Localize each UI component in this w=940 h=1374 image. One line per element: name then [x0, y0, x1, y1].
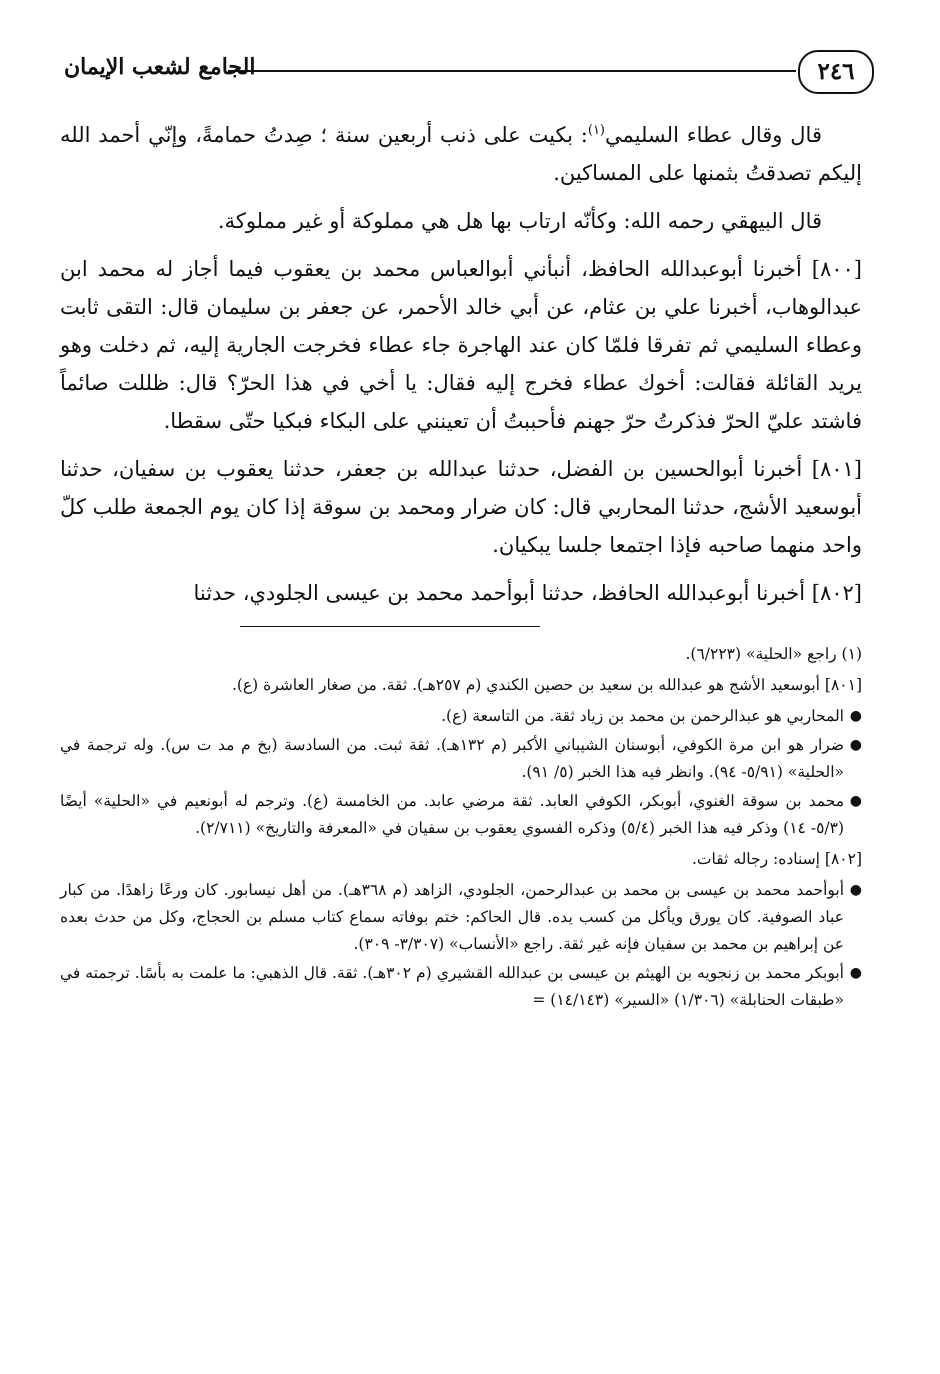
footnote-801-intro: [٨٠١] أبوسعيد الأشج هو عبدالله بن سعيد بن حصين الكندي (م ٢٥٧هـ). ثقة. من صغار العاشرة (ع).	[231, 676, 862, 694]
hadith-number: [٨٠٢]	[811, 581, 862, 605]
footnote-802-list	[60, 877, 862, 1014]
list-item-text: المحاربي هو عبدالرحمن بن محمد بن زياد ثقة. من التاسعة (ع).	[441, 707, 844, 725]
list-item-text: أبوبكر محمد بن زنجويه بن الهيثم بن عيسى بن عبدالله القشيري (م ٣٠٢هـ). ثقة. قال الذهبي: ما علمت به بأسًا. ترجمته في «طبقات الحنابلة» (١/٣٠٦) «السير» (١٤/١٤٣) =	[60, 964, 844, 1009]
bullet-icon: ●	[849, 708, 862, 724]
paragraph-text: : بكيت على ذنب أربعين سنة ؛ صِدتُ حمامةً، وإنّي أحمد الله إليكم تصدقتُ بثمنها على المساكين.	[60, 123, 862, 185]
page-header	[60, 40, 862, 100]
list-item	[60, 732, 862, 786]
paragraph-ata-sulami	[60, 116, 862, 192]
bullet-icon: ●	[849, 737, 862, 753]
book-title: الجامع لشعب الإيمان	[64, 54, 256, 80]
list-item	[60, 877, 862, 958]
hadith-800	[60, 250, 862, 440]
hadith-text: أخبرنا أبوالحسين بن الفضل، حدثنا عبدالله بن جعفر، حدثنا يعقوب بن سفيان، حدثنا أبوسعيد الأشج، حدثنا المحاربي قال: كان ضرار ومحمد بن سوقة إذا كان يوم الجمعة طلب كلّ واحد منهما صاحبه فإذا اجتمعا جلسا يبكيان.	[60, 457, 862, 557]
footnote-801-list	[60, 703, 862, 842]
footnotes	[60, 641, 862, 1014]
footnote-marker: (١)	[587, 123, 605, 138]
list-item	[60, 788, 862, 842]
hadith-text: أخبرنا أبوعبدالله الحافظ، حدثنا أبوأحمد محمد بن عيسى الجلودي، حدثنا	[193, 581, 806, 605]
hadith-text: أخبرنا أبوعبدالله الحافظ، أنبأني أبوالعباس محمد بن يعقوب فيما أجاز له محمد ابن عبدالوهاب، أخبرنا علي بن عثام، عن أبي خالد الأحمر، عن جعفر بن سليمان قال: التقى ثابت وعطاء السليمي ثم تفرقا فلمّا كان عند الهاجرة جاء عطاء فخرجت الجارية إليه، ثم دخلت وهو يريد القائلة فقالت: أخوك عطاء فخرج إليه فقال: يا أخي في هذا الحرّ؟ قال: ظللت صائماً فاشتد عليّ الحرّ فذكرتُ حرّ جهنم فأحببتُ أن تعينني على البكاء فبكيا حتّى سقطا.	[60, 257, 862, 433]
footnote-1: (١) راجع «الحلية» (٦/٢٢٣).	[685, 645, 862, 663]
main-text	[60, 116, 862, 612]
hadith-number: [٨٠١]	[811, 457, 862, 481]
hadith-number: [٨٠٠]	[811, 257, 862, 281]
list-item-text: أبوأحمد محمد بن عيسى بن محمد بن عبدالرحمن، الجلودي، الزاهد (م ٣٦٨هـ). من أهل نيسابور. كان ورعًا زاهدًا. من كبار عباد الصوفية. كان يورق ويأكل من كسب يده. قال الحاكم: ختم بوفاته سماع كتاب مسلم بن الحجاج، وكل من حدث بعده عن إبراهيم بن محمد بن سفيان فإنه غير ثقة. راجع «الأنساب» (٣/٣٠٧- ٣٠٩).	[60, 881, 844, 953]
paragraph-text: قال وقال عطاء السليمي	[605, 123, 822, 147]
bullet-icon: ●	[849, 965, 862, 981]
bullet-icon: ●	[849, 882, 862, 898]
hadith-801	[60, 450, 862, 564]
list-item	[60, 960, 862, 1014]
footnote-separator	[240, 626, 540, 627]
hadith-802	[60, 574, 862, 612]
page-number: ٢٤٦	[798, 50, 874, 94]
list-item	[60, 703, 862, 730]
paragraph-bayhaqi: قال البيهقي رحمه الله: وكأنّه ارتاب بها هل هي مملوكة أو غير مملوكة.	[217, 209, 822, 233]
list-item-text: محمد بن سوقة الغنوي، أبوبكر، الكوفي العابد. ثقة مرضي عابد. من الخامسة (ع). وترجم له أبونعيم في «الحلية» أيضًا (٥/٣- ١٤) وذكر فيه هذا الخبر (٥/٤) وذكره الفسوي يعقوب بن سفيان في «المعرفة والتاريخ» (٢/٧١١).	[60, 792, 844, 837]
list-item-text: ضرار هو ابن مرة الكوفي، أبوسنان الشيباني الأكبر (م ١٣٢هـ). ثقة ثبت. من السادسة (بخ م مد ت س). وله ترجمة في «الحلية» (٥/٩١- ٩٤). وانظر فيه هذا الخبر (٥/ ٩١).	[60, 736, 844, 781]
bullet-icon: ●	[849, 793, 862, 809]
footnote-802-intro: [٨٠٢] إسناده: رجاله ثقات.	[691, 850, 862, 868]
book-page	[60, 40, 862, 1354]
header-rule	[228, 70, 796, 72]
